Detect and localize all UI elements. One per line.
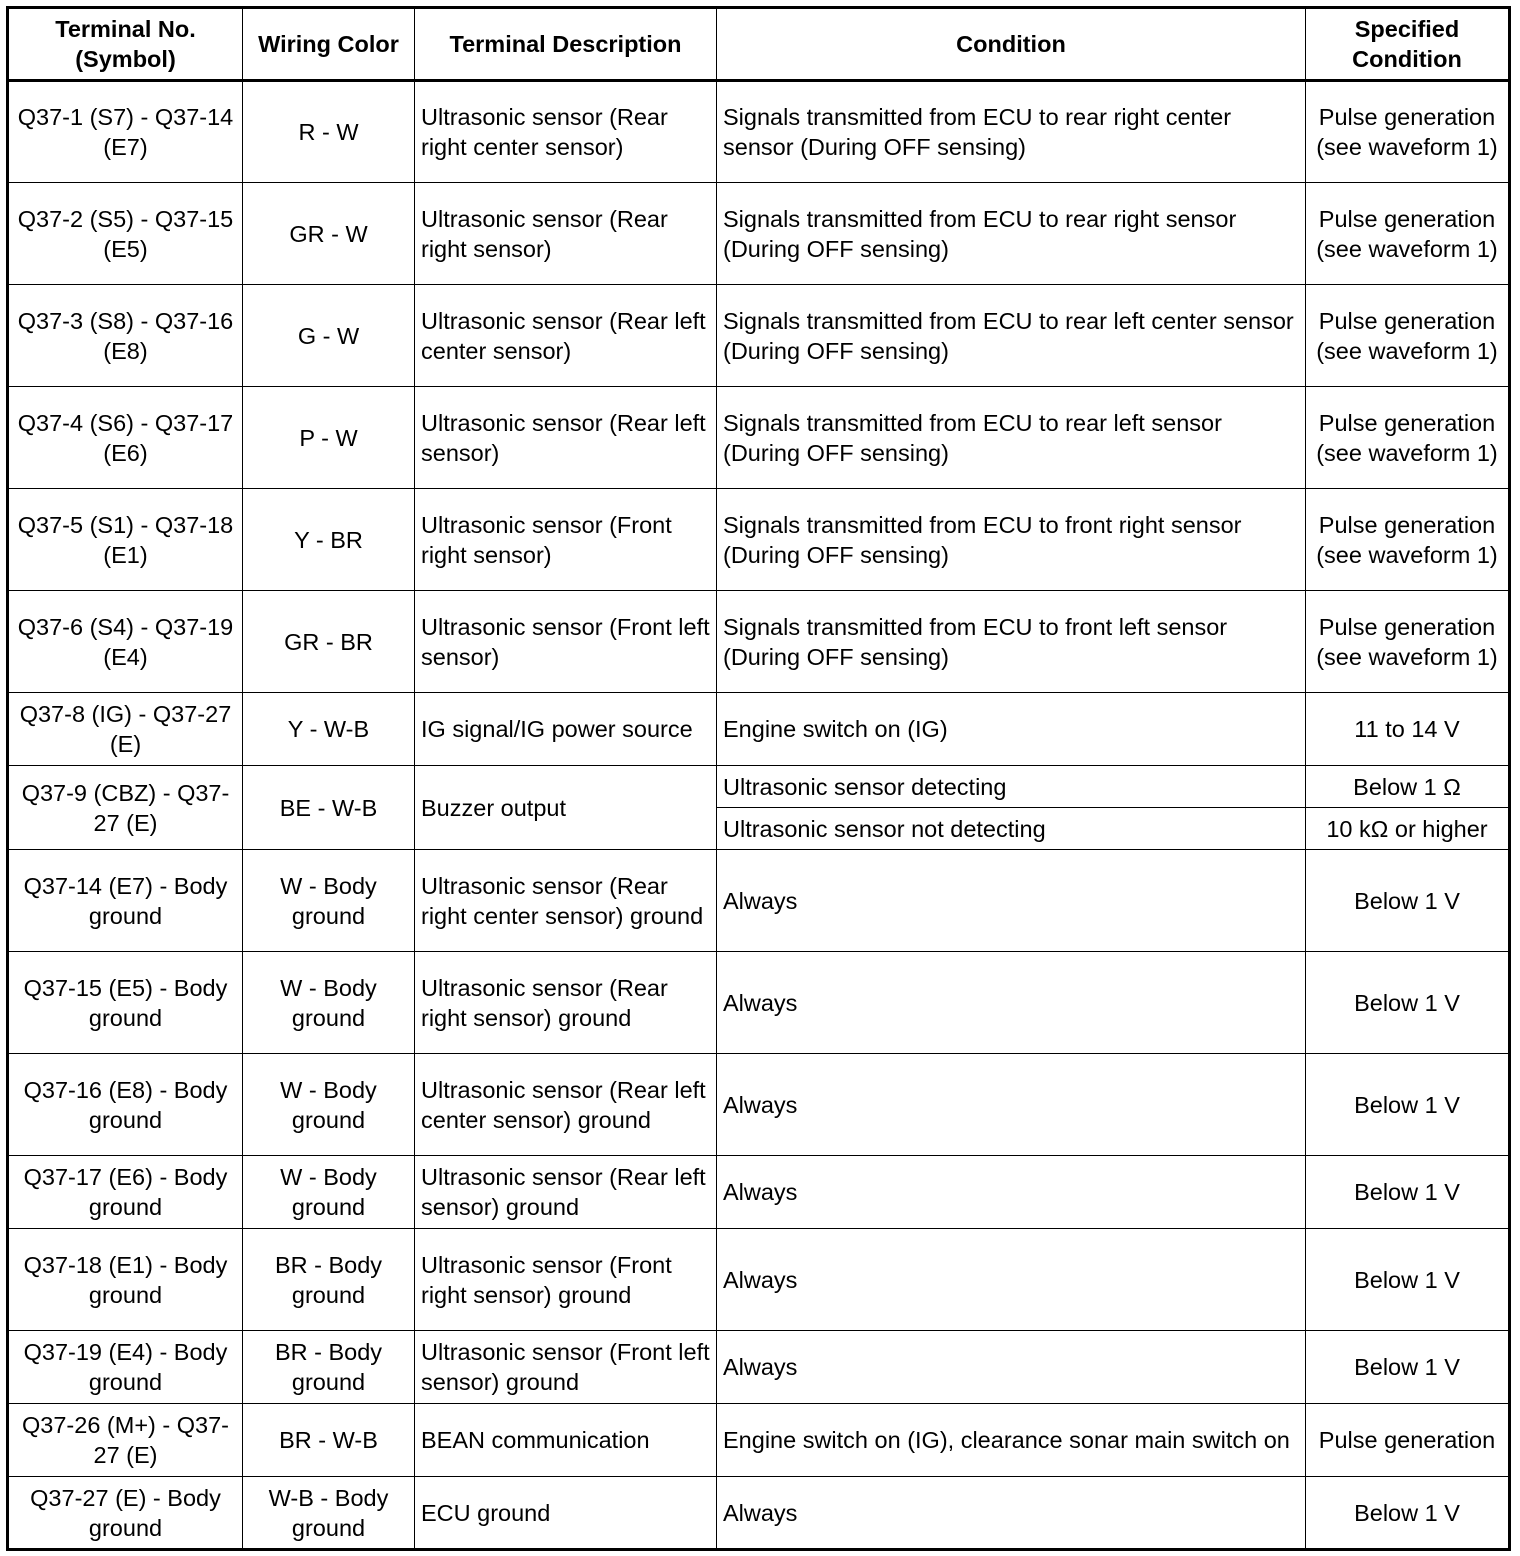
- wiring-cell: BR - Body ground: [243, 1229, 415, 1331]
- description-cell: Buzzer output: [415, 766, 717, 850]
- condition-cell: Always: [717, 1054, 1306, 1156]
- wiring-cell: BR - Body ground: [243, 1331, 415, 1404]
- condition-cell: Always: [717, 850, 1306, 952]
- header-row: [8, 8, 1510, 81]
- spec-cell: Below 1 V: [1306, 1331, 1510, 1404]
- condition-cell: Always: [717, 1331, 1306, 1404]
- wiring-cell: G - W: [243, 285, 415, 387]
- condition-cell: Always: [717, 952, 1306, 1054]
- header-terminal-description: Terminal Description: [415, 8, 717, 81]
- header-specified-condition: Specified Condition: [1306, 8, 1510, 81]
- condition-cell: Signals transmitted from ECU to rear left sensor (During OFF sensing): [717, 387, 1306, 489]
- description-cell: Ultrasonic sensor (Rear right sensor) ground: [415, 952, 717, 1054]
- description-cell: Ultrasonic sensor (Rear left center sensor): [415, 285, 717, 387]
- wiring-cell: W - Body ground: [243, 1156, 415, 1229]
- wiring-cell: W - Body ground: [243, 850, 415, 952]
- wiring-cell: W-B - Body ground: [243, 1477, 415, 1550]
- terminal-cell: Q37-27 (E) - Body ground: [8, 1477, 243, 1550]
- condition-cell: Ultrasonic sensor not detecting: [717, 808, 1306, 850]
- condition-cell: Signals transmitted from ECU to rear right sensor (During OFF sensing): [717, 183, 1306, 285]
- condition-cell: Always: [717, 1229, 1306, 1331]
- terminal-cell: Q37-26 (M+) - Q37-27 (E): [8, 1404, 243, 1477]
- spec-cell: Pulse generation (see waveform 1): [1306, 285, 1510, 387]
- spec-cell: Pulse generation (see waveform 1): [1306, 183, 1510, 285]
- wiring-cell: W - Body ground: [243, 952, 415, 1054]
- description-cell: Ultrasonic sensor (Front right sensor): [415, 489, 717, 591]
- table-row: [8, 591, 1510, 693]
- table-row: [8, 1331, 1510, 1404]
- terminal-cell: Q37-19 (E4) - Body ground: [8, 1331, 243, 1404]
- terminal-cell: Q37-8 (IG) - Q37-27 (E): [8, 693, 243, 766]
- condition-cell: Signals transmitted from ECU to rear left center sensor (During OFF sensing): [717, 285, 1306, 387]
- table-row: [8, 693, 1510, 766]
- terminal-cell: Q37-18 (E1) - Body ground: [8, 1229, 243, 1331]
- spec-cell: Pulse generation (see waveform 1): [1306, 81, 1510, 183]
- wiring-cell: Y - W-B: [243, 693, 415, 766]
- terminal-cell: Q37-9 (CBZ) - Q37-27 (E): [8, 766, 243, 850]
- terminal-table: [6, 6, 1511, 1551]
- spec-cell: Pulse generation (see waveform 1): [1306, 489, 1510, 591]
- condition-cell: Engine switch on (IG), clearance sonar main switch on: [717, 1404, 1306, 1477]
- description-cell: Ultrasonic sensor (Front left sensor) ground: [415, 1331, 717, 1404]
- terminal-cell: Q37-16 (E8) - Body ground: [8, 1054, 243, 1156]
- spec-cell: Below 1 Ω: [1306, 766, 1510, 808]
- description-cell: Ultrasonic sensor (Rear left sensor): [415, 387, 717, 489]
- wiring-cell: GR - BR: [243, 591, 415, 693]
- table-row: [8, 1477, 1510, 1550]
- description-cell: Ultrasonic sensor (Rear right center sensor): [415, 81, 717, 183]
- wiring-cell: P - W: [243, 387, 415, 489]
- wiring-cell: Y - BR: [243, 489, 415, 591]
- table-row: [8, 1054, 1510, 1156]
- spec-cell: Below 1 V: [1306, 952, 1510, 1054]
- terminal-cell: Q37-15 (E5) - Body ground: [8, 952, 243, 1054]
- spec-cell: Below 1 V: [1306, 850, 1510, 952]
- wiring-cell: BE - W-B: [243, 766, 415, 850]
- header-wiring-color: Wiring Color: [243, 8, 415, 81]
- spec-cell: 11 to 14 V: [1306, 693, 1510, 766]
- spec-cell: Below 1 V: [1306, 1477, 1510, 1550]
- spec-cell: Pulse generation (see waveform 1): [1306, 591, 1510, 693]
- spec-cell: Below 1 V: [1306, 1156, 1510, 1229]
- description-cell: Ultrasonic sensor (Rear left center sensor) ground: [415, 1054, 717, 1156]
- description-cell: ECU ground: [415, 1477, 717, 1550]
- condition-cell: Engine switch on (IG): [717, 693, 1306, 766]
- spec-cell: 10 kΩ or higher: [1306, 808, 1510, 850]
- table-row: [8, 387, 1510, 489]
- table-row: [8, 183, 1510, 285]
- spec-cell: Pulse generation: [1306, 1404, 1510, 1477]
- terminal-cell: Q37-1 (S7) - Q37-14 (E7): [8, 81, 243, 183]
- condition-cell: Ultrasonic sensor detecting: [717, 766, 1306, 808]
- wiring-cell: W - Body ground: [243, 1054, 415, 1156]
- table-row: [8, 1404, 1510, 1477]
- terminal-cell: Q37-5 (S1) - Q37-18 (E1): [8, 489, 243, 591]
- condition-cell: Always: [717, 1156, 1306, 1229]
- condition-cell: Signals transmitted from ECU to rear right center sensor (During OFF sensing): [717, 81, 1306, 183]
- terminal-cell: Q37-17 (E6) - Body ground: [8, 1156, 243, 1229]
- table-row: [8, 1156, 1510, 1229]
- table-row: [8, 285, 1510, 387]
- terminal-cell: Q37-3 (S8) - Q37-16 (E8): [8, 285, 243, 387]
- description-cell: Ultrasonic sensor (Front left sensor): [415, 591, 717, 693]
- table-row: [8, 489, 1510, 591]
- condition-cell: Signals transmitted from ECU to front right sensor (During OFF sensing): [717, 489, 1306, 591]
- description-cell: Ultrasonic sensor (Rear right sensor): [415, 183, 717, 285]
- description-cell: Ultrasonic sensor (Rear left sensor) ground: [415, 1156, 717, 1229]
- wiring-cell: GR - W: [243, 183, 415, 285]
- wiring-cell: BR - W-B: [243, 1404, 415, 1477]
- terminal-cell: Q37-14 (E7) - Body ground: [8, 850, 243, 952]
- condition-cell: Signals transmitted from ECU to front left sensor (During OFF sensing): [717, 591, 1306, 693]
- spec-cell: Pulse generation (see waveform 1): [1306, 387, 1510, 489]
- header-terminal: Terminal No. (Symbol): [8, 8, 243, 81]
- terminal-cell: Q37-2 (S5) - Q37-15 (E5): [8, 183, 243, 285]
- table-row: [8, 1229, 1510, 1331]
- header-condition: Condition: [717, 8, 1306, 81]
- table-row: [8, 81, 1510, 183]
- condition-cell: Always: [717, 1477, 1306, 1550]
- terminal-cell: Q37-6 (S4) - Q37-19 (E4): [8, 591, 243, 693]
- table-row: [8, 850, 1510, 952]
- spec-cell: Below 1 V: [1306, 1229, 1510, 1331]
- terminal-cell: Q37-4 (S6) - Q37-17 (E6): [8, 387, 243, 489]
- table-row: [8, 766, 1510, 808]
- description-cell: Ultrasonic sensor (Front right sensor) ground: [415, 1229, 717, 1331]
- description-cell: IG signal/IG power source: [415, 693, 717, 766]
- spec-cell: Below 1 V: [1306, 1054, 1510, 1156]
- table-row: [8, 952, 1510, 1054]
- wiring-cell: R - W: [243, 81, 415, 183]
- description-cell: Ultrasonic sensor (Rear right center sensor) ground: [415, 850, 717, 952]
- description-cell: BEAN communication: [415, 1404, 717, 1477]
